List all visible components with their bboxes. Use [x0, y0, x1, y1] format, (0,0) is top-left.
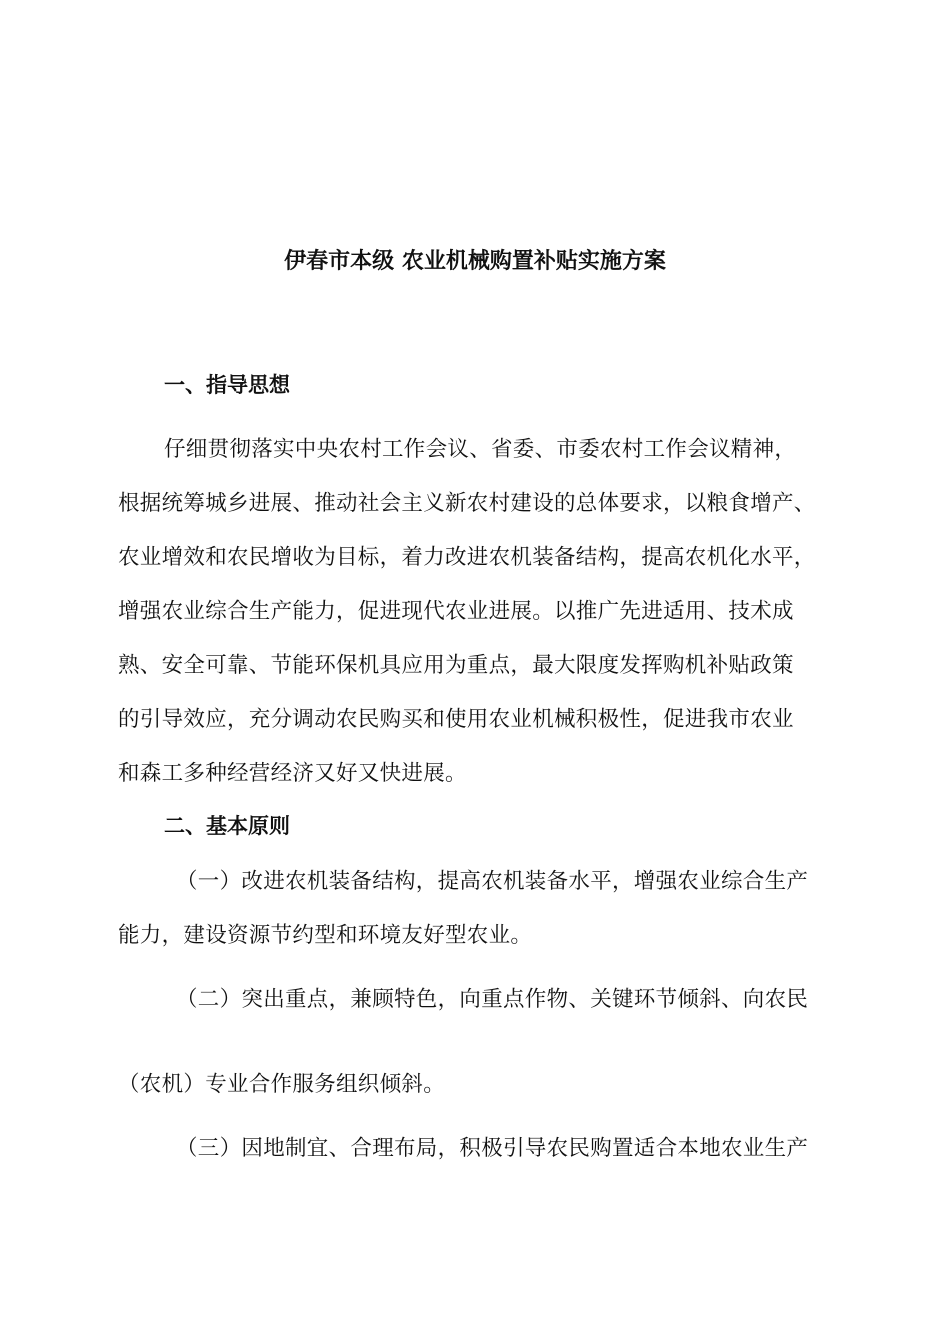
section-heading-guiding-ideology: 一、指导思想: [164, 373, 290, 397]
principle-item-line: 能力，建设资源节约型和环境友好型农业。: [118, 923, 533, 948]
paragraph-line: 和森工多种经营经济又好又快进展。: [118, 761, 467, 786]
paragraph-line: 熟、安全可靠、节能环保机具应用为重点，最大限度发挥购机补贴政策: [118, 653, 794, 678]
principle-item-line: （二）突出重点，兼顾特色，向重点作物、关键环节倾斜、向农民: [176, 987, 809, 1012]
section-heading-basic-principles: 二、基本原则: [164, 814, 290, 838]
paragraph-line: 增强农业综合生产能力，促进现代农业进展。以推广先进适用、技术成: [118, 599, 794, 624]
paragraph-line: 仔细贯彻落实中央农村工作会议、省委、市委农村工作会议精神，: [164, 437, 797, 462]
paragraph-line: 根据统筹城乡进展、推动社会主义新农村建设的总体要求，以粮食增产、: [118, 491, 816, 516]
principle-item-line: （一）改进农机装备结构，提高农机装备水平，增强农业综合生产: [176, 869, 809, 894]
paragraph-line: 的引导效应，充分调动农民购买和使用农业机械积极性，促进我市农业: [118, 707, 794, 732]
paragraph-line: 农业增效和农民增收为目标，着力改进农机装备结构，提高农机化水平，: [118, 545, 816, 570]
principle-item-line: （农机）专业合作服务组织倾斜。: [118, 1072, 446, 1097]
principle-item-line: （三）因地制宜、合理布局，积极引导农民购置适合本地农业生产: [176, 1136, 809, 1161]
document-title: 伊春市本级 农业机械购置补贴实施方案: [284, 249, 666, 274]
